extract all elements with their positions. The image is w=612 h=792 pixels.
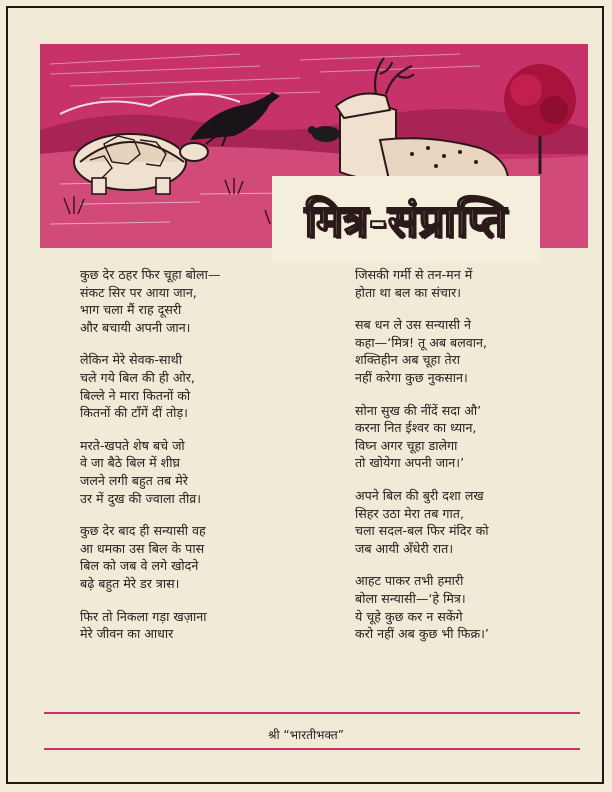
- footer-rule-top: [44, 712, 580, 714]
- poem-line: मेरे जीवन का आधार: [80, 626, 174, 642]
- poem-line: आहट पाकर तभी हमारी: [355, 573, 464, 589]
- poem-right-column: [355, 266, 595, 658]
- poem-line: बोला सन्यासी—‘हे मित्र।: [355, 590, 466, 606]
- poem-line: वे जा बैठे बिल में शीघ्र: [80, 455, 180, 471]
- poem-line: और बचायी अपनी जान।: [80, 319, 191, 335]
- poem-line: सब धन ले उस सन्यासी ने: [355, 317, 471, 333]
- page-title: मित्र-संप्राप्ति: [304, 196, 508, 247]
- poem-line: सोना सुख की नींदें सदा औ’: [355, 402, 482, 418]
- stanza: [80, 437, 320, 507]
- poem-line: आ धमका उस बिल के पास: [80, 540, 205, 556]
- stanza: [355, 572, 595, 642]
- stanza: [355, 316, 595, 386]
- poem-line: फिर तो निकला गड़ा खज़ाना: [80, 608, 207, 624]
- stanza: [355, 402, 595, 472]
- poem-left-column: [80, 266, 320, 658]
- poem-line: नहीं करेगा कुछ नुकसान।: [355, 369, 468, 385]
- poem-line: कुछ देर ठहर फिर चूहा बोला—: [80, 267, 221, 282]
- stanza: [80, 522, 320, 592]
- poem-line: कहा—‘मित्र! तू अब बलवान,: [355, 334, 487, 350]
- poem-line: होता था बल का संचार।: [355, 284, 462, 300]
- poem-line: करो नहीं अब कुछ भी फिक्र।’: [355, 626, 489, 642]
- poem-line: संकट सिर पर आया जान,: [80, 284, 197, 300]
- poem-line: भाग चला मैं राह दूसरी: [80, 302, 182, 318]
- poem-line: करना नित ईश्वर का ध्यान,: [355, 420, 477, 436]
- poem-line: बिल्ले ने मारा कितनों को: [80, 387, 191, 403]
- poem-line: सिहर उठा मेरा तब गात,: [355, 505, 464, 521]
- poem-line: ये चूहे कुछ कर न सकेंगे: [355, 608, 463, 624]
- poem-line: शक्तिहीन अब चूहा तेरा: [355, 352, 461, 368]
- poem-line: मरते-खपते शेष बचे जो: [80, 437, 185, 453]
- stanza: [80, 266, 320, 336]
- stanza: [355, 266, 595, 301]
- poem-line: अपने बिल की बुरी दशा लख: [355, 487, 484, 503]
- stanza: [80, 351, 320, 421]
- poem-line: जलने लगी बहुत तब मेरे: [80, 472, 188, 488]
- title-box: [272, 176, 540, 262]
- poem-line: बिल को जब वे लगे खोदने: [80, 558, 199, 574]
- poem-line: कुछ देर बाद ही सन्यासी वह: [80, 523, 206, 539]
- poem-line: लेकिन मेरे सेवक-साथी: [80, 352, 182, 368]
- poem-line: चले गये बिल की ही ओर,: [80, 369, 195, 385]
- footer-rule-bottom: [44, 748, 580, 750]
- author-credit: श्री “भारतीभक्त”: [268, 728, 344, 742]
- stanza: [80, 608, 320, 643]
- poem-line: जब आयी अँधेरी रात।: [355, 540, 454, 556]
- poem-line: कितनों की टाँगें दीं तोड़।: [80, 405, 188, 421]
- stanza: [355, 487, 595, 557]
- poem-line: बढ़े बहुत मेरे डर त्रास।: [80, 575, 180, 591]
- poem-line: जिसकी गर्मी से तन-मन में: [355, 267, 473, 282]
- poem-line: उर में दुख की ज्वाला तीव्र।: [80, 490, 202, 506]
- poem-line: तो खोयेगा अपनी जान।’: [355, 455, 465, 471]
- poem-line: चला सदल-बल फिर मंदिर को: [355, 523, 489, 539]
- poem-line: विघ्न अगर चूहा डालेगा: [355, 437, 458, 453]
